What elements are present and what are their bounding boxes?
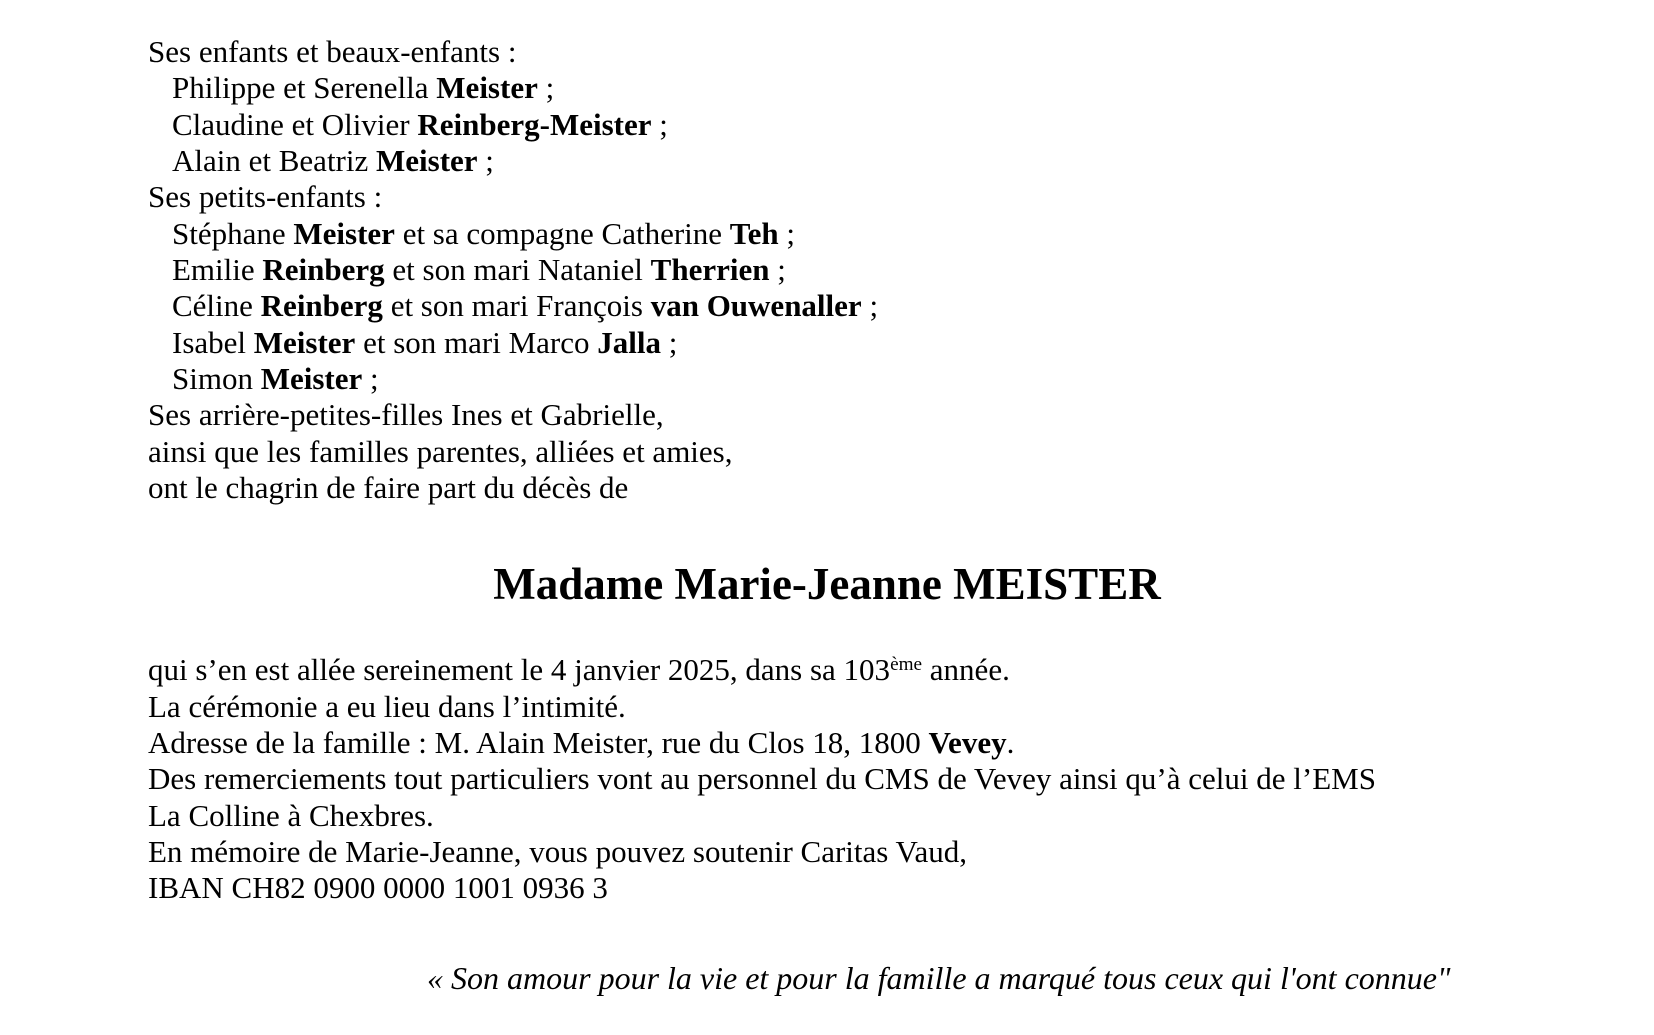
text-segment: et son mari Nataniel	[384, 251, 651, 287]
name-emphasis: Teh	[729, 215, 779, 251]
name-emphasis: Meister	[436, 70, 538, 106]
memorial-quote: « Son amour pour la vie et pour la famille a marqué tous ceux qui l'ont connue"	[427, 959, 1451, 996]
text-segment: IBAN CH82 0900 0000 1001 0936 3	[148, 870, 608, 906]
text-segment: Claudine et Olivier	[172, 106, 418, 142]
text-line	[148, 725, 1506, 761]
text-segment: La cérémonie a eu lieu dans l’intimité.	[148, 688, 626, 724]
text-line	[148, 798, 1506, 834]
name-emphasis: Meister	[253, 324, 356, 360]
text-segment: ;	[660, 324, 678, 360]
text-line	[148, 470, 1506, 506]
text-segment: ;	[651, 106, 668, 142]
text-line	[148, 652, 1506, 688]
text-segment: Emilie	[172, 251, 263, 287]
text-segment: et sa compagne Catherine	[394, 215, 730, 251]
text-segment: ;	[769, 251, 786, 287]
text-segment: Isabel	[172, 324, 254, 360]
text-segment: En mémoire de Marie-Jeanne, vous pouvez soutenir Caritas Vaud,	[148, 833, 967, 869]
text-line	[148, 434, 1506, 470]
text-segment: ;	[861, 288, 879, 324]
text-line	[148, 143, 1506, 179]
text-segment: ont le chagrin de faire part du décès de	[148, 469, 629, 505]
obituary-content	[148, 34, 1506, 996]
text-segment: ;	[778, 215, 795, 251]
details-paragraph	[148, 652, 1506, 906]
name-emphasis: Reinberg	[260, 288, 383, 324]
ordinal-superscript: ème	[890, 654, 923, 676]
text-line	[148, 325, 1506, 361]
text-segment: et son mari Marco	[355, 324, 598, 360]
text-segment: Des remerciements tout particuliers vont au personnel du CMS de Vevey ainsi qu’à celui de l’EMS	[148, 761, 1376, 797]
text-line	[148, 252, 1506, 288]
text-segment: Adresse de la famille : M. Alain Meister, rue du Clos 18, 1800	[148, 724, 929, 760]
text-segment: ;	[477, 142, 494, 178]
name-emphasis: Jalla	[597, 324, 661, 360]
text-line	[148, 216, 1506, 252]
text-line	[148, 34, 1506, 70]
family-list	[148, 34, 1506, 506]
text-line	[148, 834, 1506, 870]
text-segment: Stéphane	[172, 215, 294, 251]
deceased-name-title: Madame Marie-Jeanne MEISTER	[493, 559, 1161, 610]
text-line	[148, 70, 1506, 106]
text-line	[148, 870, 1506, 906]
text-line	[148, 179, 1506, 215]
text-line	[148, 761, 1506, 797]
text-segment: ;	[362, 360, 379, 396]
text-segment: Simon	[172, 360, 261, 396]
text-segment: Ses enfants et beaux-enfants :	[148, 34, 517, 69]
text-segment: Ses petits-enfants :	[148, 179, 383, 215]
text-segment: qui s’en est allée sereinement le 4 janvier 2025, dans sa 103	[148, 652, 891, 688]
text-segment: Ses arrière-petites-filles Ines et Gabrielle,	[148, 397, 664, 433]
text-segment: Alain et Beatriz	[172, 142, 376, 178]
name-emphasis: Reinberg	[262, 251, 385, 287]
name-emphasis: van Ouwenaller	[650, 288, 862, 324]
text-segment: Céline	[172, 288, 261, 324]
text-segment: ainsi que les familles parentes, alliées et amies,	[148, 433, 733, 469]
text-segment: .	[1006, 724, 1015, 760]
text-segment: Philippe et Serenella	[172, 70, 437, 106]
name-emphasis: Meister	[260, 360, 363, 396]
text-segment: et son mari François	[382, 288, 651, 324]
text-line	[148, 288, 1506, 324]
name-emphasis: Meister	[376, 142, 478, 178]
text-line	[148, 689, 1506, 725]
text-line	[148, 107, 1506, 143]
text-line	[148, 361, 1506, 397]
name-emphasis: Therrien	[650, 251, 770, 287]
text-segment: La Colline à Chexbres.	[148, 797, 434, 833]
text-line	[148, 397, 1506, 433]
name-emphasis: Reinberg-Meister	[417, 106, 652, 142]
text-segment: ;	[537, 70, 555, 106]
name-emphasis: Meister	[293, 215, 395, 251]
name-emphasis: Vevey	[928, 724, 1007, 760]
text-segment: année.	[922, 652, 1010, 688]
